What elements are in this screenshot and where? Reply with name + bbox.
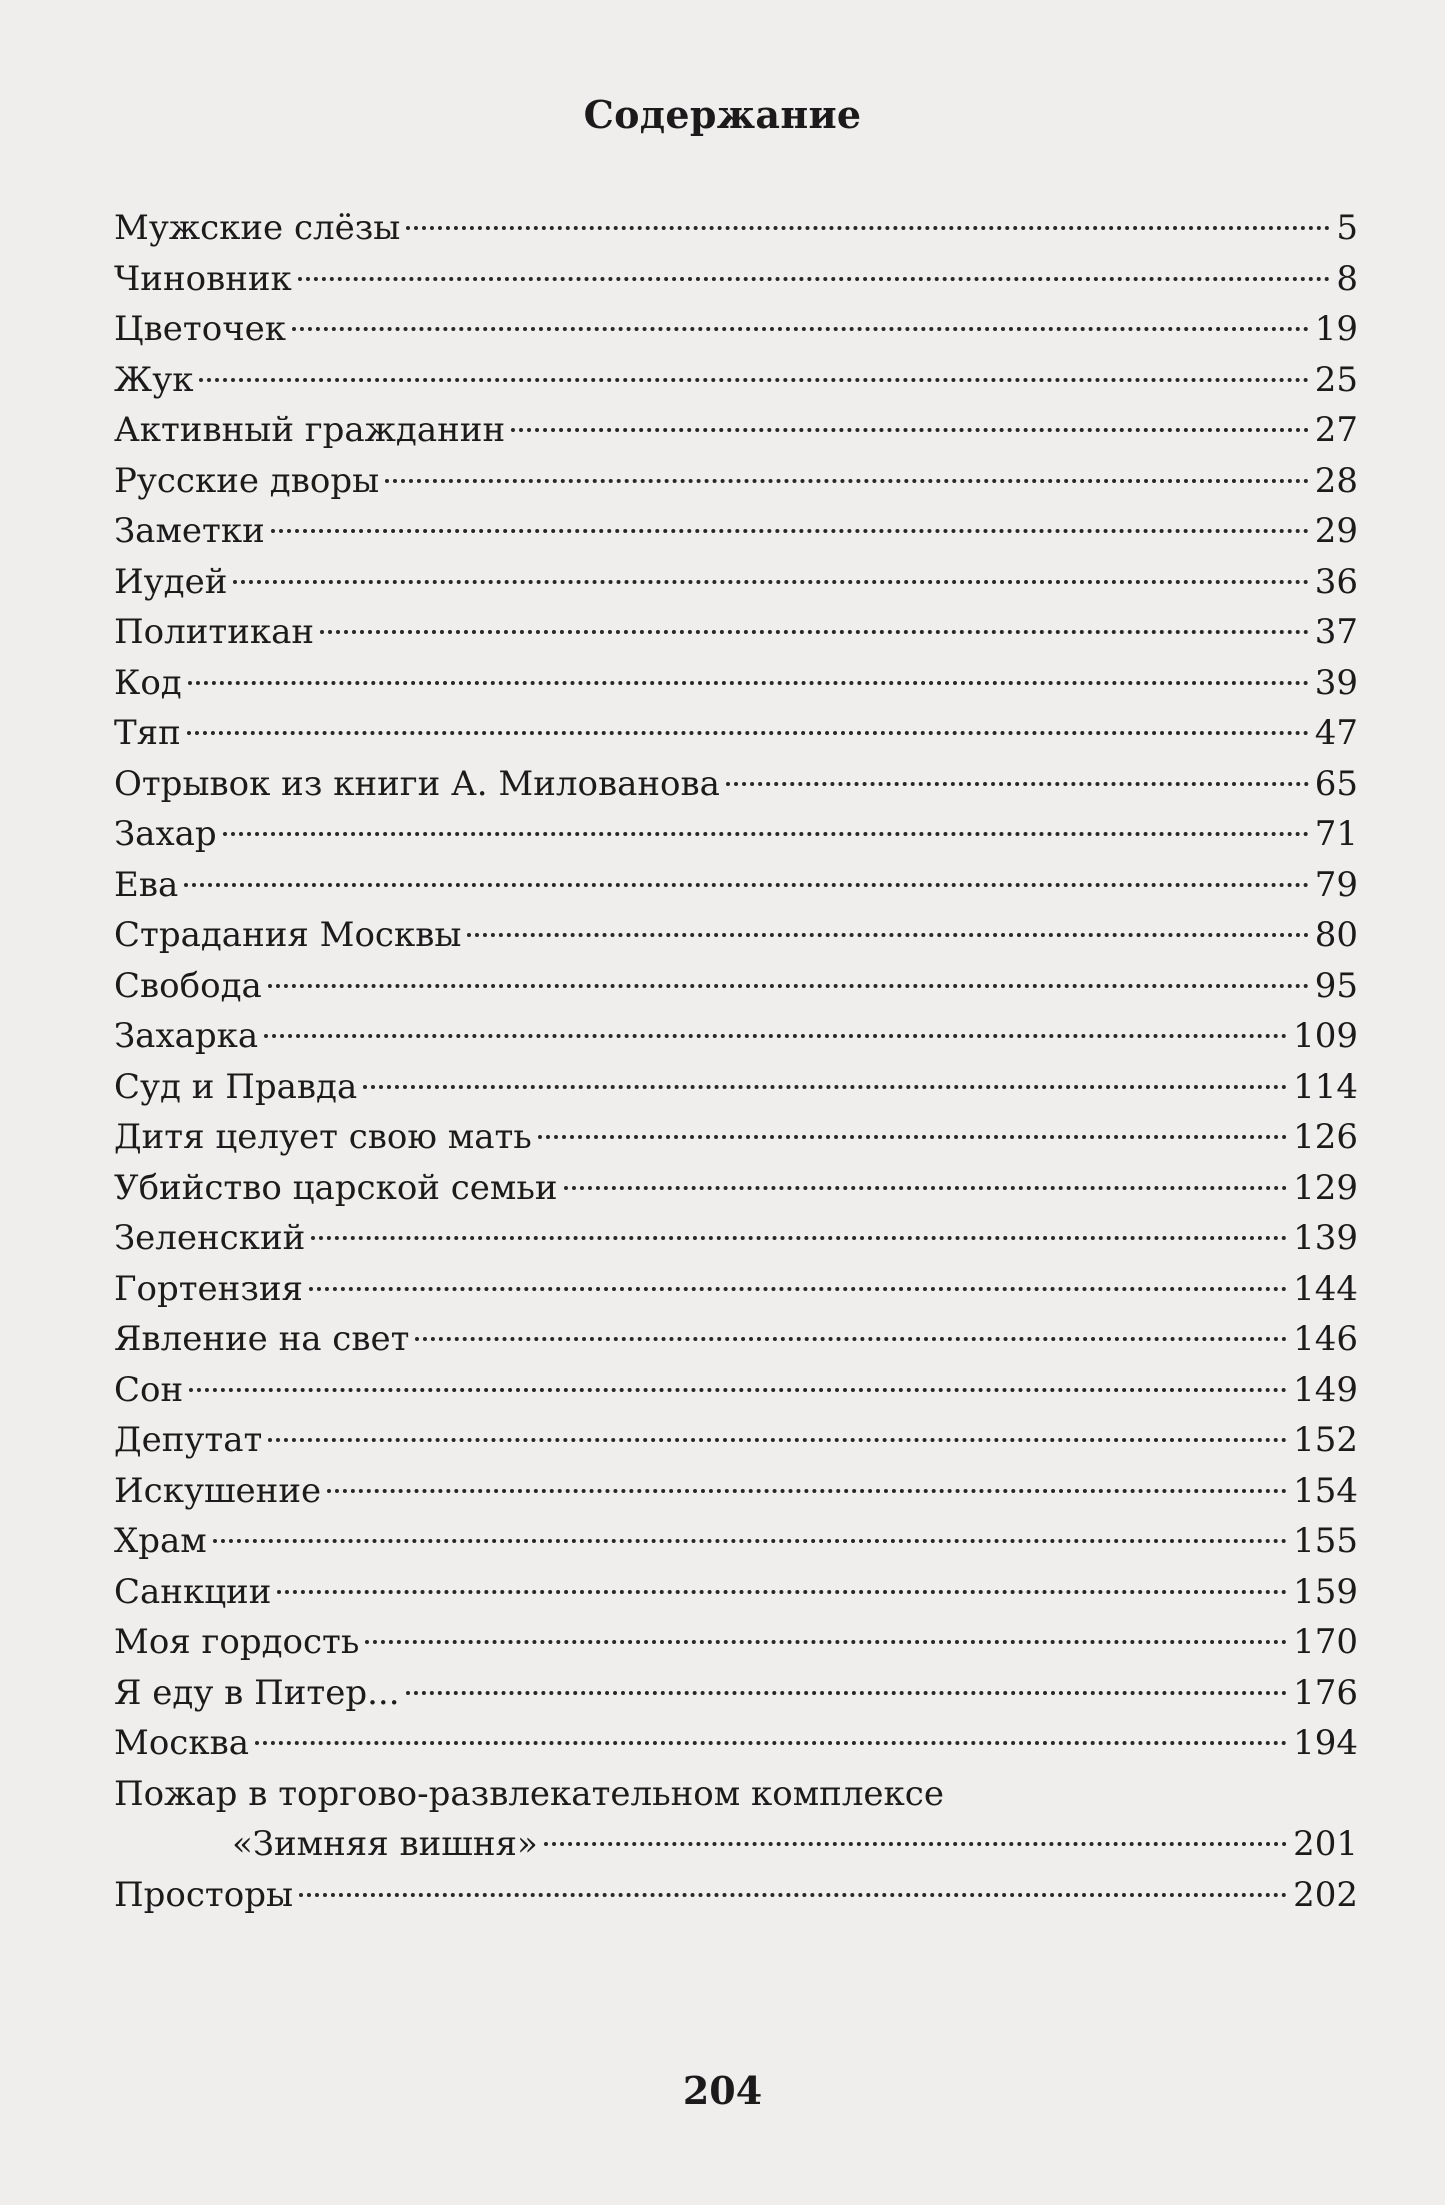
- toc-entry: [114, 1466, 1358, 1517]
- toc-entry-page: 28: [1314, 460, 1358, 501]
- toc-entry-label: Страдания Москвы: [114, 915, 462, 955]
- toc-leader-dots: [309, 1287, 1287, 1291]
- toc-entry-page: 129: [1293, 1167, 1358, 1208]
- toc-entry-page: 155: [1293, 1521, 1358, 1561]
- toc-entry: [114, 1062, 1358, 1113]
- toc-entry-label: Захарка: [114, 1016, 259, 1056]
- toc-entry: [114, 1011, 1358, 1062]
- toc-entry-label: Русские дворы: [114, 460, 380, 501]
- toc-entry-page: 126: [1293, 1117, 1358, 1157]
- toc-entry: [114, 658, 1358, 709]
- toc-entry: [114, 1415, 1358, 1466]
- toc-entry: [114, 1112, 1358, 1163]
- toc-leader-dots: [544, 1842, 1287, 1846]
- toc-entry: [114, 304, 1358, 355]
- toc-entry: [114, 355, 1358, 406]
- toc-entry-page: 146: [1293, 1319, 1358, 1359]
- toc-entry: [114, 1668, 1358, 1719]
- page-title: Содержание: [583, 92, 862, 137]
- toc-entry-label: Санкции: [114, 1571, 272, 1612]
- toc-entry-page: 71: [1314, 814, 1358, 854]
- toc-entry-page: 29: [1314, 511, 1358, 551]
- toc-leader-dots: [327, 1489, 1287, 1493]
- toc-entry-label: Тяп: [114, 713, 181, 753]
- toc-entry-multiline: [114, 1769, 1358, 1870]
- toc-leader-dots: [299, 1893, 1287, 1897]
- toc-entry-label: Политикан: [114, 612, 315, 652]
- toc-entry-page: 176: [1293, 1672, 1358, 1713]
- toc-entry-label: Отрывок из книги А. Милованова: [114, 763, 720, 804]
- toc-leader-dots: [320, 630, 1309, 634]
- toc-entry: [114, 607, 1358, 658]
- table-of-contents: [114, 203, 1358, 1920]
- toc-entry: [114, 809, 1358, 860]
- toc-leader-dots: [311, 1236, 1287, 1240]
- toc-entry-label: Зеленский: [114, 1218, 306, 1258]
- toc-entry-label: Искушение: [114, 1470, 322, 1511]
- toc-entry-page: 149: [1293, 1369, 1358, 1410]
- toc-leader-dots: [277, 1590, 1287, 1594]
- toc-entry: [114, 456, 1358, 507]
- toc-entry-page: 139: [1293, 1218, 1358, 1258]
- toc-entry-label: Код: [114, 662, 182, 703]
- toc-entry-page: 152: [1293, 1420, 1358, 1460]
- toc-entry-label: Жук: [114, 359, 194, 400]
- toc-entry-label: Ева: [114, 864, 179, 905]
- toc-leader-dots: [268, 984, 1309, 988]
- toc-leader-dots: [199, 378, 1308, 382]
- toc-entry-label: Храм: [114, 1521, 207, 1561]
- toc-entry-label: Сон: [114, 1369, 184, 1410]
- toc-entry: [114, 1718, 1358, 1769]
- toc-entry-label: Заметки: [114, 511, 265, 551]
- toc-entry-page: 39: [1314, 662, 1358, 703]
- toc-entry: [114, 759, 1358, 810]
- toc-leader-dots: [406, 1691, 1288, 1695]
- toc-entry: [114, 203, 1358, 254]
- toc-leader-dots: [187, 731, 1309, 735]
- toc-entry: [114, 1870, 1358, 1921]
- toc-entry-page: 79: [1314, 864, 1358, 905]
- toc-entry: [114, 405, 1358, 456]
- toc-entry-label: Дитя целует свою мать: [114, 1117, 532, 1157]
- toc-leader-dots: [467, 933, 1308, 937]
- toc-entry-label: Цветочек: [114, 309, 287, 349]
- toc-entry-label-line2: «Зимняя вишня»: [232, 1824, 538, 1864]
- toc-entry: [114, 254, 1358, 305]
- toc-entry-label: Москва: [114, 1723, 249, 1763]
- toc-entry-label: Свобода: [114, 965, 262, 1006]
- toc-entry-page: 144: [1293, 1268, 1358, 1309]
- toc-entry-page: 5: [1336, 208, 1358, 248]
- toc-entry: [114, 708, 1358, 759]
- toc-leader-dots: [233, 580, 1308, 584]
- toc-leader-dots: [365, 1640, 1287, 1644]
- toc-entry-page: 95: [1314, 965, 1358, 1006]
- toc-entry-page: 201: [1293, 1824, 1358, 1864]
- toc-leader-dots: [223, 832, 1309, 836]
- toc-entry: [114, 910, 1358, 961]
- page-number: 204: [682, 2068, 763, 2113]
- toc-leader-dots: [511, 428, 1309, 432]
- toc-leader-dots: [385, 479, 1309, 483]
- toc-entry-label: Чиновник: [114, 258, 292, 299]
- toc-entry-page: 8: [1336, 258, 1358, 299]
- toc-entry-label: Захар: [114, 814, 217, 854]
- toc-entry-page: 25: [1314, 359, 1358, 400]
- toc-entry: [114, 1264, 1358, 1315]
- toc-leader-dots: [189, 1388, 1287, 1392]
- toc-entry-label: Активный гражданин: [114, 410, 506, 450]
- toc-leader-dots: [298, 277, 1331, 281]
- toc-entry-label: Иудей: [114, 561, 228, 602]
- toc-entry-label: Просторы: [114, 1874, 294, 1915]
- toc-leader-dots: [538, 1135, 1287, 1139]
- toc-entry-page: 202: [1293, 1874, 1358, 1915]
- toc-leader-dots: [406, 226, 1330, 230]
- toc-entry-label: Суд и Правда: [114, 1066, 358, 1107]
- toc-entry: [114, 1314, 1358, 1365]
- toc-leader-dots: [264, 1034, 1287, 1038]
- toc-leader-dots: [268, 1438, 1287, 1442]
- toc-entry: [114, 1516, 1358, 1567]
- toc-entry-label: Гортензия: [114, 1268, 303, 1309]
- toc-leader-dots: [415, 1337, 1287, 1341]
- toc-entry-page: 37: [1314, 612, 1358, 652]
- toc-entry-page: 159: [1293, 1571, 1358, 1612]
- toc-entry-label-line1: Пожар в торгово-развлекательном комплексе: [114, 1773, 944, 1814]
- toc-entry: [114, 1365, 1358, 1416]
- toc-entry-page: 170: [1293, 1622, 1358, 1662]
- toc-entry: [114, 961, 1358, 1012]
- toc-entry-page: 80: [1314, 915, 1358, 955]
- toc-leader-dots: [213, 1539, 1287, 1543]
- toc-entry: [114, 1617, 1358, 1668]
- toc-leader-dots: [188, 681, 1309, 685]
- toc-entry-page: 194: [1293, 1723, 1358, 1763]
- toc-leader-dots: [726, 782, 1309, 786]
- toc-entry-page: 36: [1314, 561, 1358, 602]
- toc-entry: [114, 1213, 1358, 1264]
- toc-entry: [114, 557, 1358, 608]
- toc-entry: [114, 860, 1358, 911]
- toc-entry-label: Я еду в Питер...: [114, 1672, 400, 1713]
- toc-entry-page: 154: [1293, 1470, 1358, 1511]
- toc-leader-dots: [564, 1186, 1288, 1190]
- toc-entry: [114, 1163, 1358, 1214]
- toc-leader-dots: [255, 1741, 1287, 1745]
- toc-leader-dots: [271, 529, 1309, 533]
- toc-entry-label: Убийство царской семьи: [114, 1167, 558, 1208]
- toc-entry-page: 19: [1314, 309, 1358, 349]
- toc-leader-dots: [363, 1085, 1287, 1089]
- toc-entry-page: 114: [1293, 1066, 1358, 1107]
- toc-entry-page: 109: [1293, 1016, 1358, 1056]
- toc-entry-label: Мужские слёзы: [114, 208, 401, 248]
- toc-leader-dots: [184, 883, 1309, 887]
- toc-entry-label: Явление на свет: [114, 1319, 410, 1359]
- toc-entry-label: Моя гордость: [114, 1622, 360, 1662]
- toc-entry-page: 47: [1314, 713, 1358, 753]
- toc-leader-dots: [292, 327, 1309, 331]
- toc-entry-page: 27: [1314, 410, 1358, 450]
- toc-entry-label: Депутат: [114, 1420, 263, 1460]
- toc-entry: [114, 1567, 1358, 1618]
- toc-entry: [114, 506, 1358, 557]
- toc-entry-page: 65: [1314, 763, 1358, 804]
